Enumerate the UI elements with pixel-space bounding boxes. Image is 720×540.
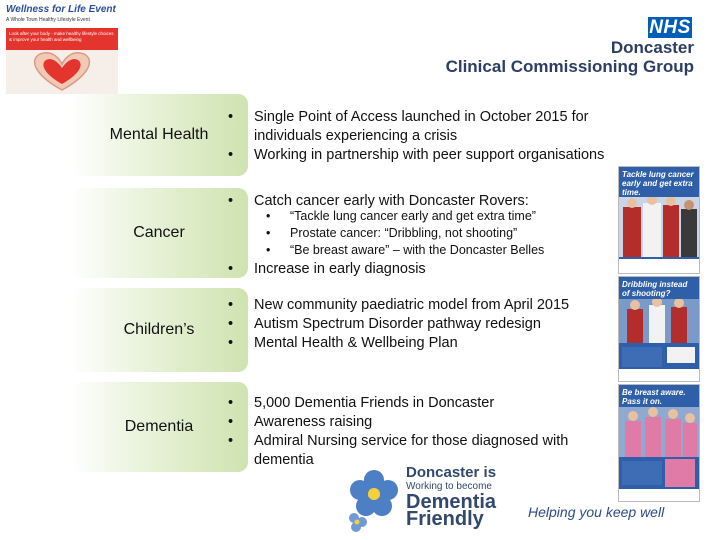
bullet-dot: • bbox=[228, 147, 234, 163]
sub-bullet-text: Prostate cancer: “Dribbling, not shooting” bbox=[290, 226, 518, 240]
bullet-item bbox=[228, 260, 426, 278]
dementia-logo-line3: Dementia bbox=[406, 491, 497, 513]
wellness-logo-subtitle: A Whole Town Healthy Lifestyle Event bbox=[6, 17, 90, 23]
org-name-line1: Doncaster bbox=[610, 38, 694, 57]
poster-prostate-cancer bbox=[618, 276, 700, 382]
poster-footer-logos bbox=[619, 489, 699, 501]
wellness-for-life-logo bbox=[6, 4, 118, 94]
category-childrens: Children’s bbox=[70, 288, 248, 372]
bullet-item bbox=[228, 413, 373, 431]
bullet-dot: • bbox=[228, 414, 234, 430]
bullet-text: dementia bbox=[254, 452, 314, 468]
poster-photo bbox=[619, 407, 699, 457]
bullet-text: 5,000 Dementia Friends in Doncaster bbox=[254, 395, 495, 411]
bullet-dot: • bbox=[228, 193, 234, 209]
bullet-dot: • bbox=[266, 226, 271, 240]
bullet-text: Increase in early diagnosis bbox=[254, 261, 426, 277]
bullet-continuation bbox=[254, 127, 457, 145]
poster-photo bbox=[619, 299, 699, 343]
poster-headline: Dribbling instead of shooting? bbox=[622, 280, 688, 298]
forget-me-not-flower-icon bbox=[344, 466, 404, 532]
category-cancer: Cancer bbox=[70, 188, 248, 278]
dementia-logo-line4: Friendly bbox=[406, 508, 484, 530]
bullet-text: individuals experiencing a crisis bbox=[254, 128, 458, 144]
heart-hands-image bbox=[6, 50, 118, 94]
bullet-text: Awareness raising bbox=[254, 414, 373, 430]
poster-lung-cancer bbox=[618, 166, 700, 274]
poster-breast-cancer bbox=[618, 384, 700, 502]
poster-headline: Tackle lung cancer early and get extra time. bbox=[622, 170, 694, 197]
bullet-item bbox=[228, 146, 605, 164]
bullet-item bbox=[228, 394, 495, 412]
category-mental-health: Mental Health bbox=[70, 94, 248, 176]
poster-footer-logos bbox=[619, 369, 699, 381]
poster-card-image bbox=[667, 347, 695, 363]
bullet-item bbox=[228, 315, 541, 333]
bullet-dot: • bbox=[228, 335, 234, 351]
bullet-dot: • bbox=[228, 297, 234, 313]
bullet-text: Mental Health & Wellbeing Plan bbox=[254, 335, 458, 351]
bullet-dot: • bbox=[266, 243, 271, 257]
bullet-text: New community paediatric model from April 2015 bbox=[254, 297, 570, 313]
footer-tagline: Helping you keep well bbox=[528, 504, 665, 520]
sub-bullet-item bbox=[266, 242, 545, 258]
poster-body-text bbox=[622, 461, 662, 485]
dementia-logo-line1: Doncaster is bbox=[406, 464, 497, 481]
dementia-logo-line2: Working to become bbox=[406, 481, 492, 492]
bullet-dot: • bbox=[228, 433, 234, 449]
nhs-logo: NHS bbox=[649, 17, 691, 38]
poster-photo bbox=[619, 197, 699, 257]
sub-bullet-text: “Be breast aware” – with the Doncaster Belles bbox=[290, 243, 545, 257]
org-name-line2: Clinical Commissioning Group bbox=[445, 57, 694, 76]
wellness-logo-title: Wellness for Life Event bbox=[6, 4, 116, 15]
bullet-dot: • bbox=[228, 316, 234, 332]
bullet-continuation bbox=[254, 451, 314, 469]
poster-footer-logos bbox=[619, 259, 699, 273]
bullet-dot: • bbox=[228, 261, 234, 277]
poster-secondary-photo bbox=[665, 459, 695, 487]
bullet-text: Admiral Nursing service for those diagnosed with bbox=[254, 433, 569, 449]
bullet-text: Single Point of Access launched in October 2015 for bbox=[254, 109, 589, 125]
sub-bullet-item bbox=[266, 225, 518, 241]
poster-headline: Be breast aware. Pass it on. bbox=[622, 388, 686, 406]
poster-body-text bbox=[622, 347, 662, 367]
bullet-item bbox=[228, 334, 458, 352]
bullet-item bbox=[228, 108, 589, 126]
wellness-logo-banner bbox=[6, 28, 118, 50]
bullet-dot: • bbox=[266, 209, 271, 223]
bullet-item bbox=[228, 432, 569, 450]
category-dementia: Dementia bbox=[70, 382, 248, 472]
wellness-logo-tagline: Look after your body - make healthy lifestyle choices & improve your health and wellbeing bbox=[9, 31, 114, 42]
bullet-text: Working in partnership with peer support organisations bbox=[254, 147, 605, 163]
bullet-text: Catch cancer early with Doncaster Rovers: bbox=[254, 193, 529, 209]
bullet-dot: • bbox=[228, 395, 234, 411]
bullet-item bbox=[228, 296, 570, 314]
sub-bullet-text: “Tackle lung cancer early and get extra time” bbox=[290, 209, 536, 223]
sub-bullet-item bbox=[266, 208, 536, 224]
bullet-text: Autism Spectrum Disorder pathway redesign bbox=[254, 316, 541, 332]
bullet-dot: • bbox=[228, 109, 234, 125]
